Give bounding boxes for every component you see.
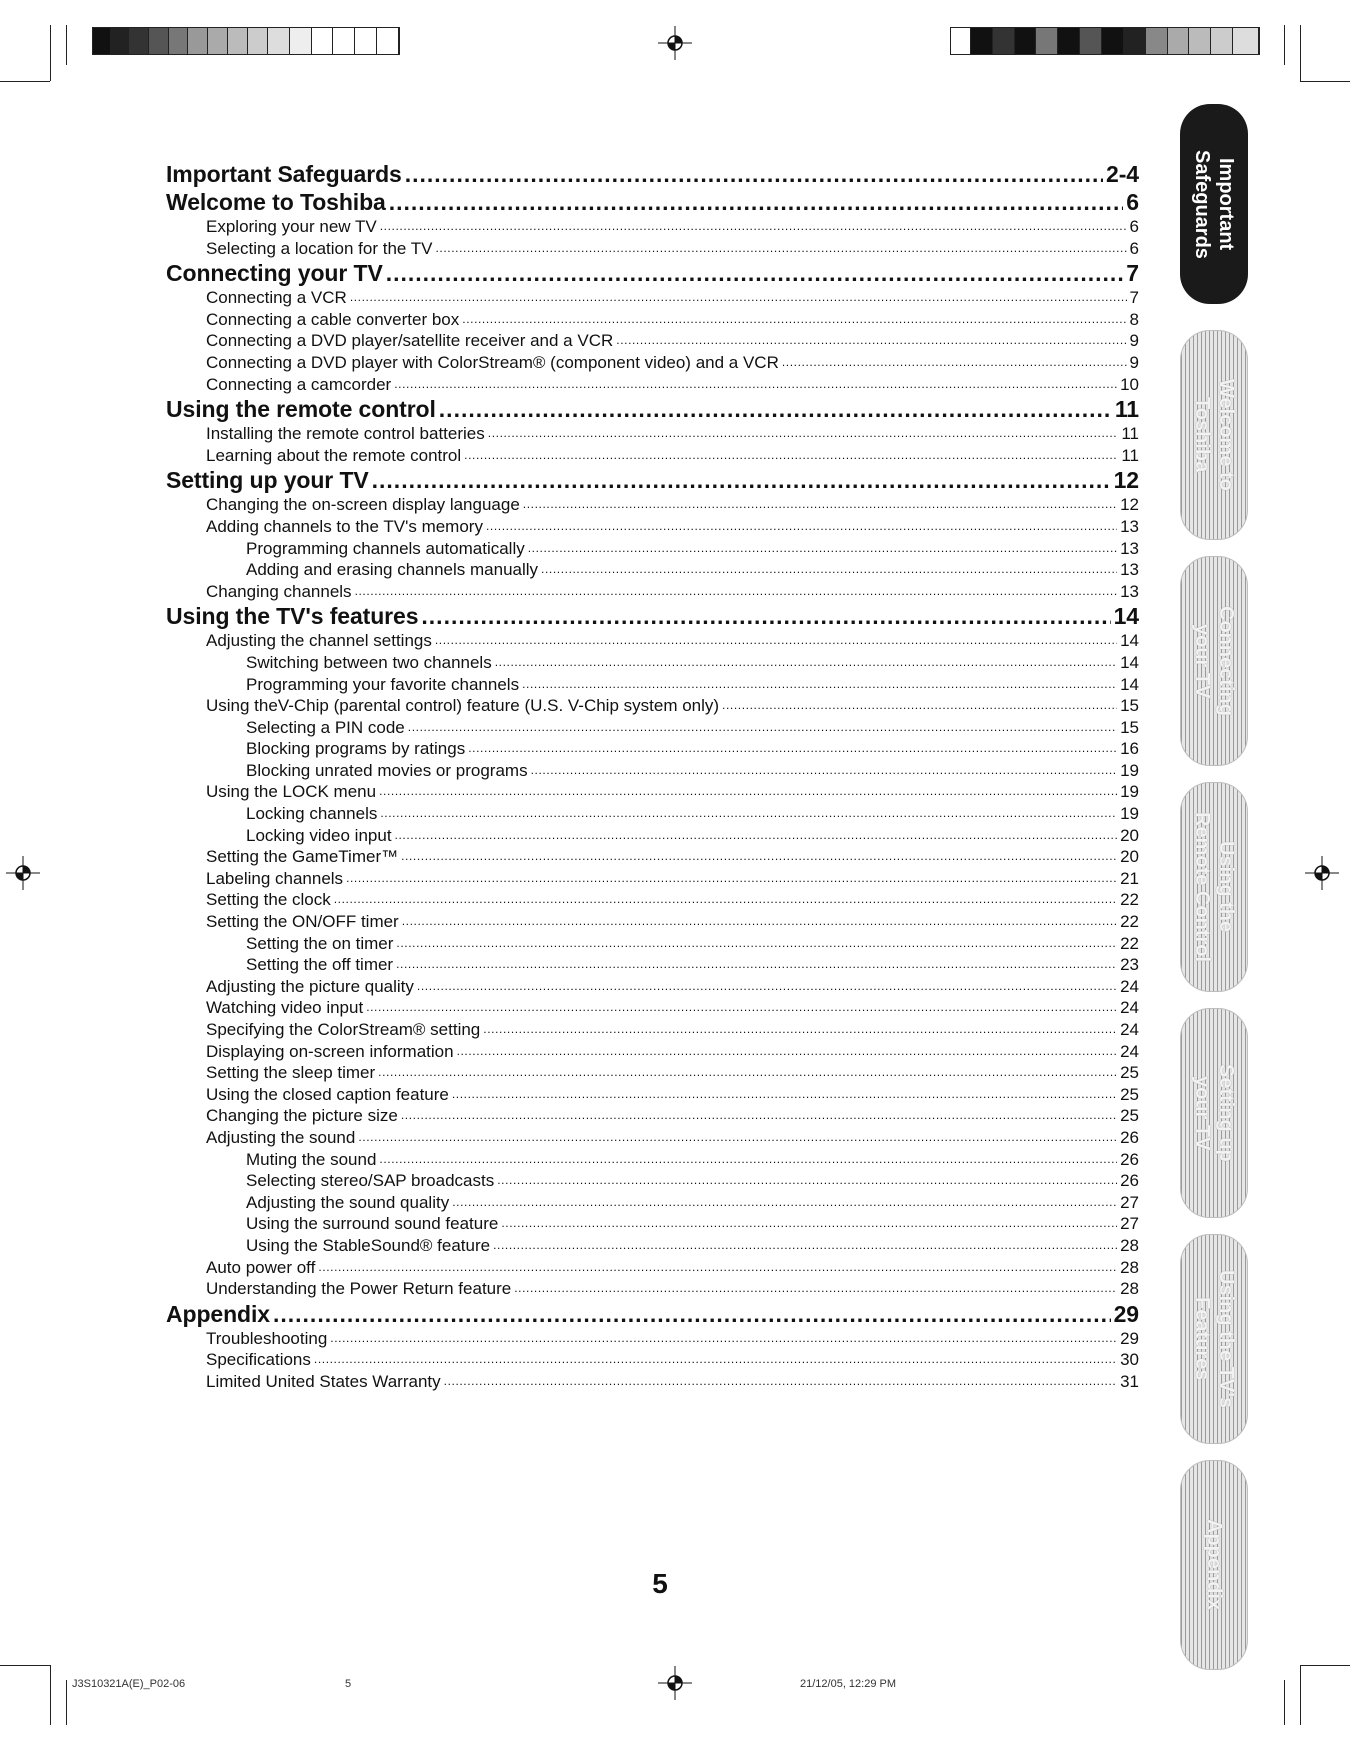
toc-title: Programming your favorite channels bbox=[246, 674, 520, 694]
toc-leader-dots bbox=[417, 976, 1117, 998]
section-tab[interactable] bbox=[1180, 556, 1248, 766]
footer-file-id: J3S10321A(E)_P02-06 bbox=[72, 1678, 186, 1690]
toc-title: Using the remote control bbox=[166, 396, 436, 423]
toc-page-number: 2-4 bbox=[1106, 161, 1139, 187]
toc-page-number: 13 bbox=[1120, 538, 1139, 558]
toc-page-number: 27 bbox=[1120, 1214, 1139, 1234]
toc-title: Connecting a DVD player/satellite receiver and a VCR bbox=[206, 331, 614, 351]
toc-title: Using the surround sound feature bbox=[246, 1214, 499, 1234]
toc-entry[interactable] bbox=[166, 216, 1139, 238]
registration-mark-left bbox=[6, 856, 40, 890]
toc-entry[interactable] bbox=[166, 423, 1139, 445]
toc-entry[interactable] bbox=[166, 1127, 1139, 1149]
toc-subentry[interactable] bbox=[166, 1235, 1139, 1257]
color-bar-left bbox=[92, 27, 400, 55]
toc-title: Adding and erasing channels manually bbox=[246, 560, 539, 580]
toc-leader-dots bbox=[435, 630, 1117, 652]
toc-page-number: 20 bbox=[1120, 825, 1139, 845]
toc-title: Adjusting the sound quality bbox=[246, 1192, 450, 1212]
toc-title: Adjusting the sound bbox=[206, 1127, 356, 1147]
crop-mark-top-left-v2 bbox=[66, 25, 67, 65]
toc-title: Adjusting the channel settings bbox=[206, 631, 432, 651]
toc-leader-dots bbox=[380, 216, 1127, 238]
toc-page-number: 28 bbox=[1120, 1257, 1139, 1277]
toc-title: Connecting a camcorder bbox=[206, 374, 392, 394]
toc-title: Specifications bbox=[206, 1350, 311, 1370]
toc-entry[interactable] bbox=[166, 976, 1139, 998]
toc-title: Connecting your TV bbox=[166, 260, 383, 287]
toc-page-number: 11 bbox=[1114, 396, 1139, 423]
toc-page-number: 13 bbox=[1120, 516, 1139, 536]
toc-leader-dots bbox=[273, 1300, 1111, 1328]
toc-leader-dots bbox=[379, 781, 1117, 803]
toc-page-number: 10 bbox=[1120, 374, 1139, 394]
toc-page-number: 25 bbox=[1120, 1106, 1139, 1126]
toc-leader-dots bbox=[497, 1170, 1117, 1192]
section-tab-label: Connecting your TV bbox=[1191, 606, 1237, 716]
section-tab[interactable] bbox=[1180, 782, 1248, 992]
toc-leader-dots bbox=[488, 423, 1119, 445]
toc-page-number: 11 bbox=[1121, 424, 1139, 444]
toc-title: Selecting a PIN code bbox=[246, 717, 405, 737]
toc-title: Welcome to Toshiba bbox=[166, 189, 386, 215]
toc-title: Blocking unrated movies or programs bbox=[246, 760, 528, 780]
toc-entry[interactable] bbox=[166, 374, 1139, 396]
toc-leader-dots bbox=[457, 1041, 1118, 1063]
toc-entry[interactable] bbox=[166, 1257, 1139, 1279]
toc-title: Changing the on-screen display language bbox=[206, 495, 520, 515]
toc-leader-dots bbox=[439, 395, 1112, 423]
toc-section[interactable] bbox=[166, 160, 1139, 188]
toc-title: Connecting a VCR bbox=[206, 288, 347, 308]
toc-entry[interactable] bbox=[166, 516, 1139, 538]
table-of-contents bbox=[166, 160, 1139, 1393]
toc-page-number: 12 bbox=[1120, 495, 1139, 515]
section-tab[interactable] bbox=[1180, 1008, 1248, 1218]
crop-mark-bottom-left-v2 bbox=[66, 1680, 67, 1725]
toc-leader-dots bbox=[528, 538, 1117, 560]
toc-leader-dots bbox=[396, 954, 1117, 976]
section-tab[interactable] bbox=[1180, 1460, 1248, 1670]
toc-leader-dots bbox=[355, 581, 1118, 603]
toc-page-number: 14 bbox=[1113, 603, 1139, 630]
toc-page-number: 24 bbox=[1120, 1020, 1139, 1039]
toc-section[interactable] bbox=[166, 395, 1139, 423]
toc-page-number: 12 bbox=[1113, 467, 1139, 494]
crop-mark-bottom-left-v bbox=[50, 1665, 51, 1725]
toc-leader-dots bbox=[379, 1149, 1117, 1171]
toc-leader-dots bbox=[386, 259, 1124, 287]
toc-title: Selecting stereo/SAP broadcasts bbox=[246, 1171, 495, 1191]
section-tab-label: Using the Remote Control bbox=[1191, 812, 1237, 962]
toc-leader-dots bbox=[541, 559, 1117, 581]
toc-title: Adjusting the picture quality bbox=[206, 976, 414, 996]
toc-page-number: 26 bbox=[1120, 1127, 1139, 1147]
toc-entry[interactable] bbox=[166, 911, 1139, 933]
toc-page-number: 22 bbox=[1120, 890, 1139, 910]
toc-leader-dots bbox=[401, 846, 1117, 868]
toc-title: Using the StableSound® feature bbox=[246, 1235, 491, 1255]
toc-page-number: 27 bbox=[1120, 1192, 1139, 1212]
toc-leader-dots bbox=[452, 1084, 1117, 1106]
toc-entry[interactable] bbox=[166, 1328, 1139, 1350]
toc-title: Watching video input bbox=[206, 998, 364, 1018]
toc-title: Setting the on timer bbox=[246, 933, 394, 953]
section-tab-label: Important Safeguards bbox=[1191, 149, 1237, 259]
toc-title: Using the TV's features bbox=[166, 603, 419, 630]
toc-entry[interactable] bbox=[166, 445, 1139, 467]
toc-page-number: 24 bbox=[1120, 998, 1139, 1018]
section-tab[interactable] bbox=[1180, 1234, 1248, 1444]
toc-subentry[interactable] bbox=[166, 760, 1139, 782]
toc-title: Important Safeguards bbox=[166, 161, 402, 187]
toc-page-number: 13 bbox=[1120, 560, 1139, 580]
crop-mark-bottom-right-h bbox=[1300, 1665, 1350, 1666]
toc-subentry[interactable] bbox=[166, 1213, 1139, 1235]
toc-page-number: 24 bbox=[1120, 1041, 1139, 1061]
toc-title: Appendix bbox=[166, 1300, 270, 1327]
toc-section[interactable] bbox=[166, 466, 1139, 494]
toc-leader-dots bbox=[408, 717, 1117, 739]
crop-mark-bottom-right-v2 bbox=[1284, 1680, 1285, 1725]
toc-entry[interactable] bbox=[166, 1105, 1139, 1127]
toc-leader-dots bbox=[350, 287, 1127, 309]
footer-timestamp: 21/12/05, 12:29 PM bbox=[800, 1678, 897, 1690]
toc-title: Limited United States Warranty bbox=[206, 1371, 441, 1391]
toc-page-number: 6 bbox=[1126, 189, 1139, 215]
registration-mark-bottom bbox=[658, 1666, 692, 1700]
toc-title: Installing the remote control batteries bbox=[206, 424, 485, 444]
toc-leader-dots bbox=[401, 1105, 1117, 1127]
toc-leader-dots bbox=[380, 803, 1117, 825]
toc-page-number: 19 bbox=[1120, 804, 1139, 824]
toc-entry[interactable] bbox=[166, 352, 1139, 374]
toc-subentry[interactable] bbox=[166, 738, 1139, 760]
toc-entry[interactable] bbox=[166, 1371, 1139, 1393]
toc-page-number: 21 bbox=[1120, 868, 1139, 888]
toc-title: Changing channels bbox=[206, 581, 352, 601]
toc-title: Exploring your new TV bbox=[206, 217, 377, 236]
toc-leader-dots bbox=[616, 330, 1126, 352]
toc-page-number: 24 bbox=[1120, 976, 1139, 996]
toc-leader-dots bbox=[531, 760, 1118, 782]
toc-title: Muting the sound bbox=[246, 1149, 377, 1169]
toc-leader-dots bbox=[358, 1127, 1117, 1149]
toc-page-number: 25 bbox=[1120, 1063, 1139, 1083]
section-tab[interactable] bbox=[1180, 104, 1248, 304]
toc-section[interactable] bbox=[166, 1300, 1139, 1328]
toc-entry[interactable] bbox=[166, 997, 1139, 1019]
toc-subentry[interactable] bbox=[166, 674, 1139, 696]
toc-title: Setting the GameTimer™ bbox=[206, 847, 399, 867]
toc-entry[interactable] bbox=[166, 330, 1139, 352]
toc-leader-dots bbox=[444, 1371, 1117, 1393]
toc-leader-dots bbox=[486, 516, 1117, 538]
toc-leader-dots bbox=[462, 309, 1126, 331]
toc-title: Auto power off bbox=[206, 1257, 316, 1277]
color-bar-right bbox=[950, 27, 1260, 55]
toc-title: Learning about the remote control bbox=[206, 445, 462, 465]
toc-page-number: 7 bbox=[1126, 260, 1139, 287]
toc-leader-dots bbox=[318, 1257, 1117, 1279]
toc-entry[interactable] bbox=[166, 238, 1139, 260]
toc-page-number: 30 bbox=[1120, 1350, 1139, 1370]
crop-mark-top-right-h bbox=[1300, 81, 1350, 82]
toc-page-number: 20 bbox=[1120, 847, 1139, 867]
toc-entry[interactable] bbox=[166, 1062, 1139, 1084]
section-tab-label: Appendix bbox=[1203, 1519, 1225, 1611]
toc-title: Setting up your TV bbox=[166, 467, 369, 494]
toc-title: Changing the picture size bbox=[206, 1106, 398, 1126]
toc-leader-dots bbox=[395, 825, 1118, 847]
toc-title: Switching between two channels bbox=[246, 652, 492, 672]
crop-mark-top-right-v2 bbox=[1284, 25, 1285, 65]
toc-entry[interactable] bbox=[166, 494, 1139, 516]
toc-title: Connecting a DVD player with ColorStream® (component video) and a VCR bbox=[206, 352, 779, 372]
toc-title: Setting the sleep timer bbox=[206, 1063, 376, 1083]
toc-subentry[interactable] bbox=[166, 933, 1139, 955]
toc-leader-dots bbox=[514, 1278, 1117, 1300]
toc-page-number: 7 bbox=[1129, 288, 1139, 308]
toc-page-number: 22 bbox=[1120, 933, 1139, 953]
toc-page-number: 15 bbox=[1120, 696, 1139, 716]
toc-title: Displaying on-screen information bbox=[206, 1041, 454, 1061]
toc-title: Specifying the ColorStream® setting bbox=[206, 1020, 481, 1039]
toc-leader-dots bbox=[314, 1349, 1117, 1371]
toc-leader-dots bbox=[334, 889, 1117, 911]
toc-entry[interactable] bbox=[166, 846, 1139, 868]
toc-subentry[interactable] bbox=[166, 1149, 1139, 1171]
toc-leader-dots bbox=[396, 933, 1117, 955]
toc-leader-dots bbox=[394, 374, 1117, 396]
toc-title: Troubleshooting bbox=[206, 1328, 328, 1348]
footer-page: 5 bbox=[345, 1678, 352, 1690]
toc-leader-dots bbox=[405, 160, 1103, 188]
toc-entry[interactable] bbox=[166, 1349, 1139, 1371]
toc-subentry[interactable] bbox=[166, 652, 1139, 674]
toc-leader-dots bbox=[378, 1062, 1117, 1084]
toc-entry[interactable] bbox=[166, 287, 1139, 309]
toc-title: Blocking programs by ratings bbox=[246, 739, 466, 759]
toc-title: Understanding the Power Return feature bbox=[206, 1279, 512, 1299]
crop-mark-top-left-h bbox=[0, 81, 50, 82]
crop-mark-top-left-v bbox=[50, 25, 51, 81]
toc-page-number: 28 bbox=[1120, 1279, 1139, 1299]
toc-page-number: 26 bbox=[1120, 1149, 1139, 1169]
toc-page-number: 19 bbox=[1120, 760, 1139, 780]
toc-leader-dots bbox=[436, 238, 1127, 260]
registration-mark-top bbox=[658, 26, 692, 60]
toc-entry[interactable] bbox=[166, 309, 1139, 331]
registration-mark-right bbox=[1305, 856, 1339, 890]
toc-leader-dots bbox=[523, 494, 1117, 516]
toc-entry[interactable] bbox=[166, 1278, 1139, 1300]
toc-page-number: 31 bbox=[1120, 1371, 1139, 1391]
toc-entry[interactable] bbox=[166, 581, 1139, 603]
toc-leader-dots bbox=[402, 911, 1117, 933]
toc-section[interactable] bbox=[166, 188, 1139, 216]
toc-section[interactable] bbox=[166, 602, 1139, 630]
toc-page-number: 6 bbox=[1129, 238, 1139, 258]
toc-leader-dots bbox=[330, 1328, 1117, 1350]
toc-entry[interactable] bbox=[166, 889, 1139, 911]
toc-leader-dots bbox=[452, 1192, 1117, 1214]
toc-leader-dots bbox=[522, 674, 1117, 696]
toc-page-number: 13 bbox=[1120, 581, 1139, 601]
toc-title: Adding channels to the TV's memory bbox=[206, 516, 483, 536]
toc-entry[interactable] bbox=[166, 1084, 1139, 1106]
toc-leader-dots bbox=[366, 997, 1117, 1019]
toc-page-number: 9 bbox=[1129, 352, 1139, 372]
toc-leader-dots bbox=[372, 466, 1111, 494]
toc-entry[interactable] bbox=[166, 1019, 1139, 1041]
toc-page-number: 29 bbox=[1113, 1300, 1139, 1327]
toc-page-number: 16 bbox=[1120, 739, 1139, 759]
toc-title: Using the closed caption feature bbox=[206, 1084, 449, 1104]
toc-page-number: 15 bbox=[1120, 717, 1139, 737]
toc-title: Using the LOCK menu bbox=[206, 782, 377, 802]
toc-subentry[interactable] bbox=[166, 717, 1139, 739]
toc-leader-dots bbox=[468, 738, 1117, 760]
toc-leader-dots bbox=[782, 352, 1127, 374]
toc-entry[interactable] bbox=[166, 868, 1139, 890]
toc-title: Setting the clock bbox=[206, 890, 331, 910]
toc-title: Connecting a cable converter box bbox=[206, 309, 460, 329]
toc-page-number: 22 bbox=[1120, 912, 1139, 932]
toc-page-number: 23 bbox=[1120, 955, 1139, 975]
toc-page-number: 11 bbox=[1121, 445, 1139, 465]
toc-page-number: 28 bbox=[1120, 1235, 1139, 1255]
toc-entry[interactable] bbox=[166, 630, 1139, 652]
toc-leader-dots bbox=[346, 868, 1117, 890]
toc-title: Using theV-Chip (parental control) feature (U.S. V-Chip system only) bbox=[206, 696, 720, 716]
toc-leader-dots bbox=[464, 445, 1118, 467]
page-number: 5 bbox=[652, 1568, 668, 1599]
toc-subentry[interactable] bbox=[166, 803, 1139, 825]
section-tab-label: Welcome to Toshiba bbox=[1191, 379, 1237, 491]
toc-title: Setting the off timer bbox=[246, 955, 394, 975]
toc-leader-dots bbox=[501, 1213, 1117, 1235]
toc-subentry[interactable] bbox=[166, 1192, 1139, 1214]
section-tab-label: Setting up your TV bbox=[1191, 1064, 1237, 1162]
toc-leader-dots bbox=[493, 1235, 1117, 1257]
toc-leader-dots bbox=[483, 1019, 1117, 1041]
toc-page-number: 8 bbox=[1129, 309, 1139, 329]
section-tab-label: Using the TV's Features bbox=[1191, 1269, 1237, 1409]
toc-page-number: 9 bbox=[1129, 331, 1139, 351]
crop-mark-bottom-left-h bbox=[0, 1665, 50, 1666]
toc-leader-dots bbox=[722, 695, 1117, 717]
toc-subentry[interactable] bbox=[166, 954, 1139, 976]
toc-section[interactable] bbox=[166, 259, 1139, 287]
toc-page-number: 26 bbox=[1120, 1171, 1139, 1191]
toc-page-number: 25 bbox=[1120, 1084, 1139, 1104]
toc-title: Locking channels bbox=[246, 804, 378, 824]
toc-leader-dots bbox=[421, 602, 1110, 630]
toc-title: Setting the ON/OFF timer bbox=[206, 912, 399, 932]
toc-title: Labeling channels bbox=[206, 868, 344, 888]
toc-subentry[interactable] bbox=[166, 559, 1139, 581]
toc-page-number: 14 bbox=[1120, 631, 1139, 651]
toc-subentry[interactable] bbox=[166, 538, 1139, 560]
toc-subentry[interactable] bbox=[166, 825, 1139, 847]
toc-title: Selecting a location for the TV bbox=[206, 238, 433, 258]
toc-title: Locking video input bbox=[246, 825, 392, 845]
toc-entry[interactable] bbox=[166, 695, 1139, 717]
section-tab[interactable] bbox=[1180, 330, 1248, 540]
toc-page-number: 19 bbox=[1120, 782, 1139, 802]
toc-page-number: 14 bbox=[1120, 674, 1139, 694]
toc-subentry[interactable] bbox=[166, 1170, 1139, 1192]
toc-title: Programming channels automatically bbox=[246, 538, 525, 558]
toc-page-number: 14 bbox=[1120, 652, 1139, 672]
crop-mark-bottom-right-v bbox=[1300, 1665, 1301, 1725]
toc-entry[interactable] bbox=[166, 1041, 1139, 1063]
toc-leader-dots bbox=[389, 188, 1124, 216]
toc-entry[interactable] bbox=[166, 781, 1139, 803]
crop-mark-top-right-v bbox=[1300, 25, 1301, 81]
toc-leader-dots bbox=[495, 652, 1117, 674]
toc-page-number: 29 bbox=[1120, 1328, 1139, 1348]
toc-page-number: 6 bbox=[1129, 217, 1139, 236]
